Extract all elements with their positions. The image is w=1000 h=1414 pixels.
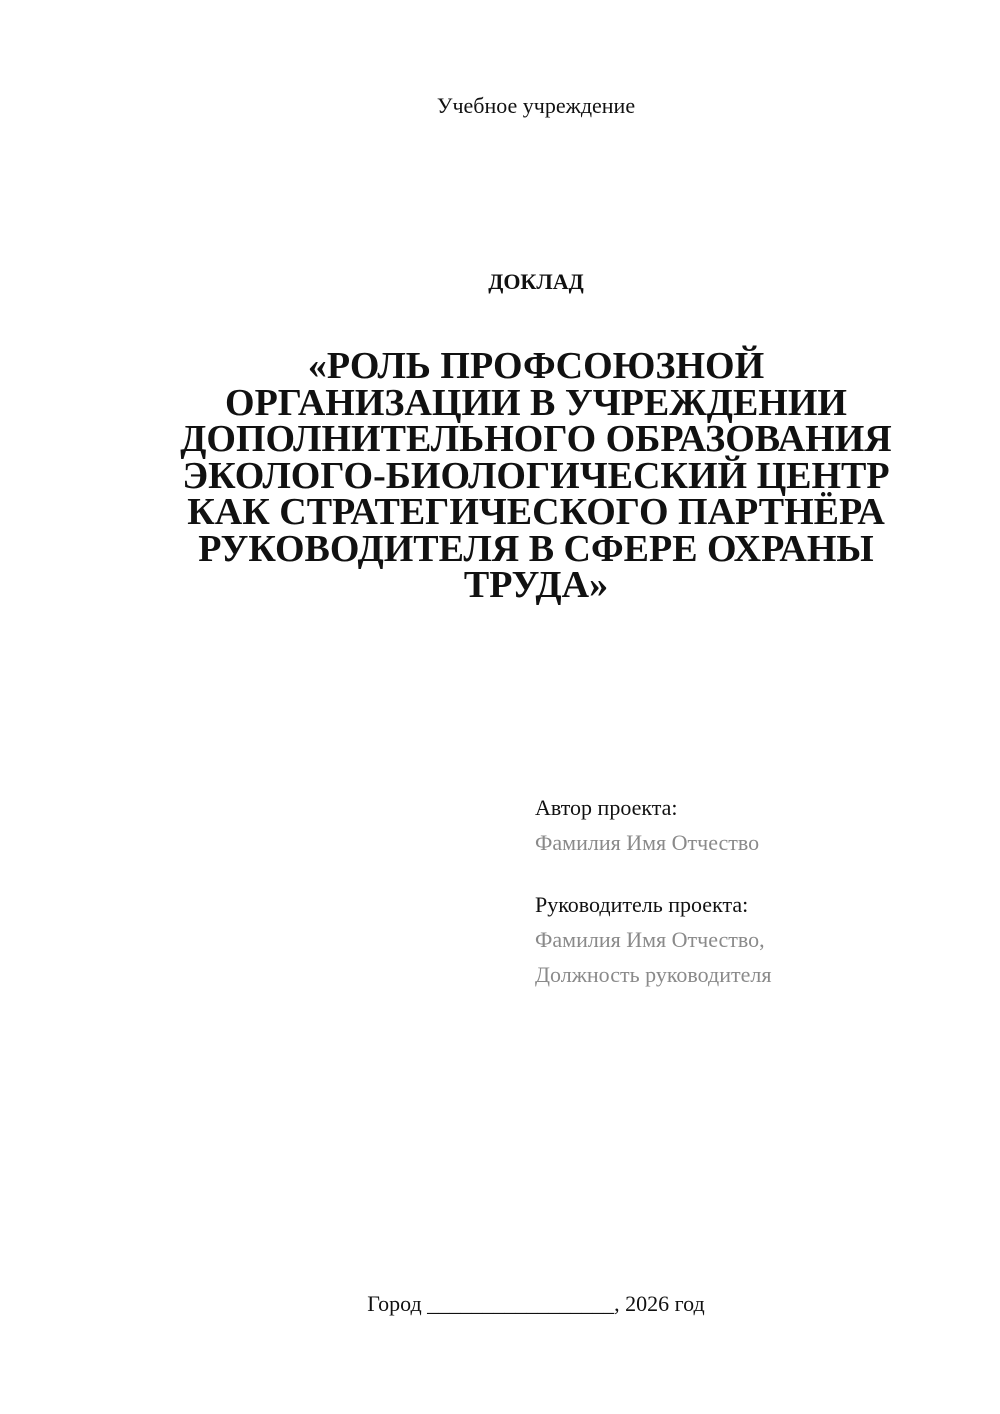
title-line: ДОПОЛНИТЕЛЬНОГО ОБРАЗОВАНИЯ [180, 418, 892, 460]
credits-spacer [535, 860, 975, 887]
author-label: Автор проекта: [535, 795, 678, 820]
document-title [140, 345, 932, 606]
author-name: Фамилия Имя Отчество [535, 830, 760, 855]
credits-block [535, 790, 975, 992]
supervisor-position: Должность руководителя [535, 962, 772, 987]
title-line: ЭКОЛОГО-БИОЛОГИЧЕСКИЙ ЦЕНТР [182, 454, 890, 497]
institution-name: Учебное учреждение [436, 93, 636, 118]
title-line: КАК СТРАТЕГИЧЕСКОГО ПАРТНЁРА [187, 491, 885, 533]
city-year-line: Город _________________, 2026 год [367, 1291, 705, 1316]
document-type: ДОКЛАД [488, 269, 584, 294]
title-line: ТРУДА» [463, 564, 609, 606]
title-line: РУКОВОДИТЕЛЯ В СФЕРЕ ОХРАНЫ [198, 527, 874, 570]
title-line: ОРГАНИЗАЦИИ В УЧРЕЖДЕНИИ [225, 381, 847, 424]
supervisor-label: Руководитель проекта: [535, 892, 749, 917]
supervisor-name: Фамилия Имя Отчество, [535, 927, 765, 952]
title-line: «РОЛЬ ПРОФСОЮЗНОЙ [307, 345, 765, 387]
